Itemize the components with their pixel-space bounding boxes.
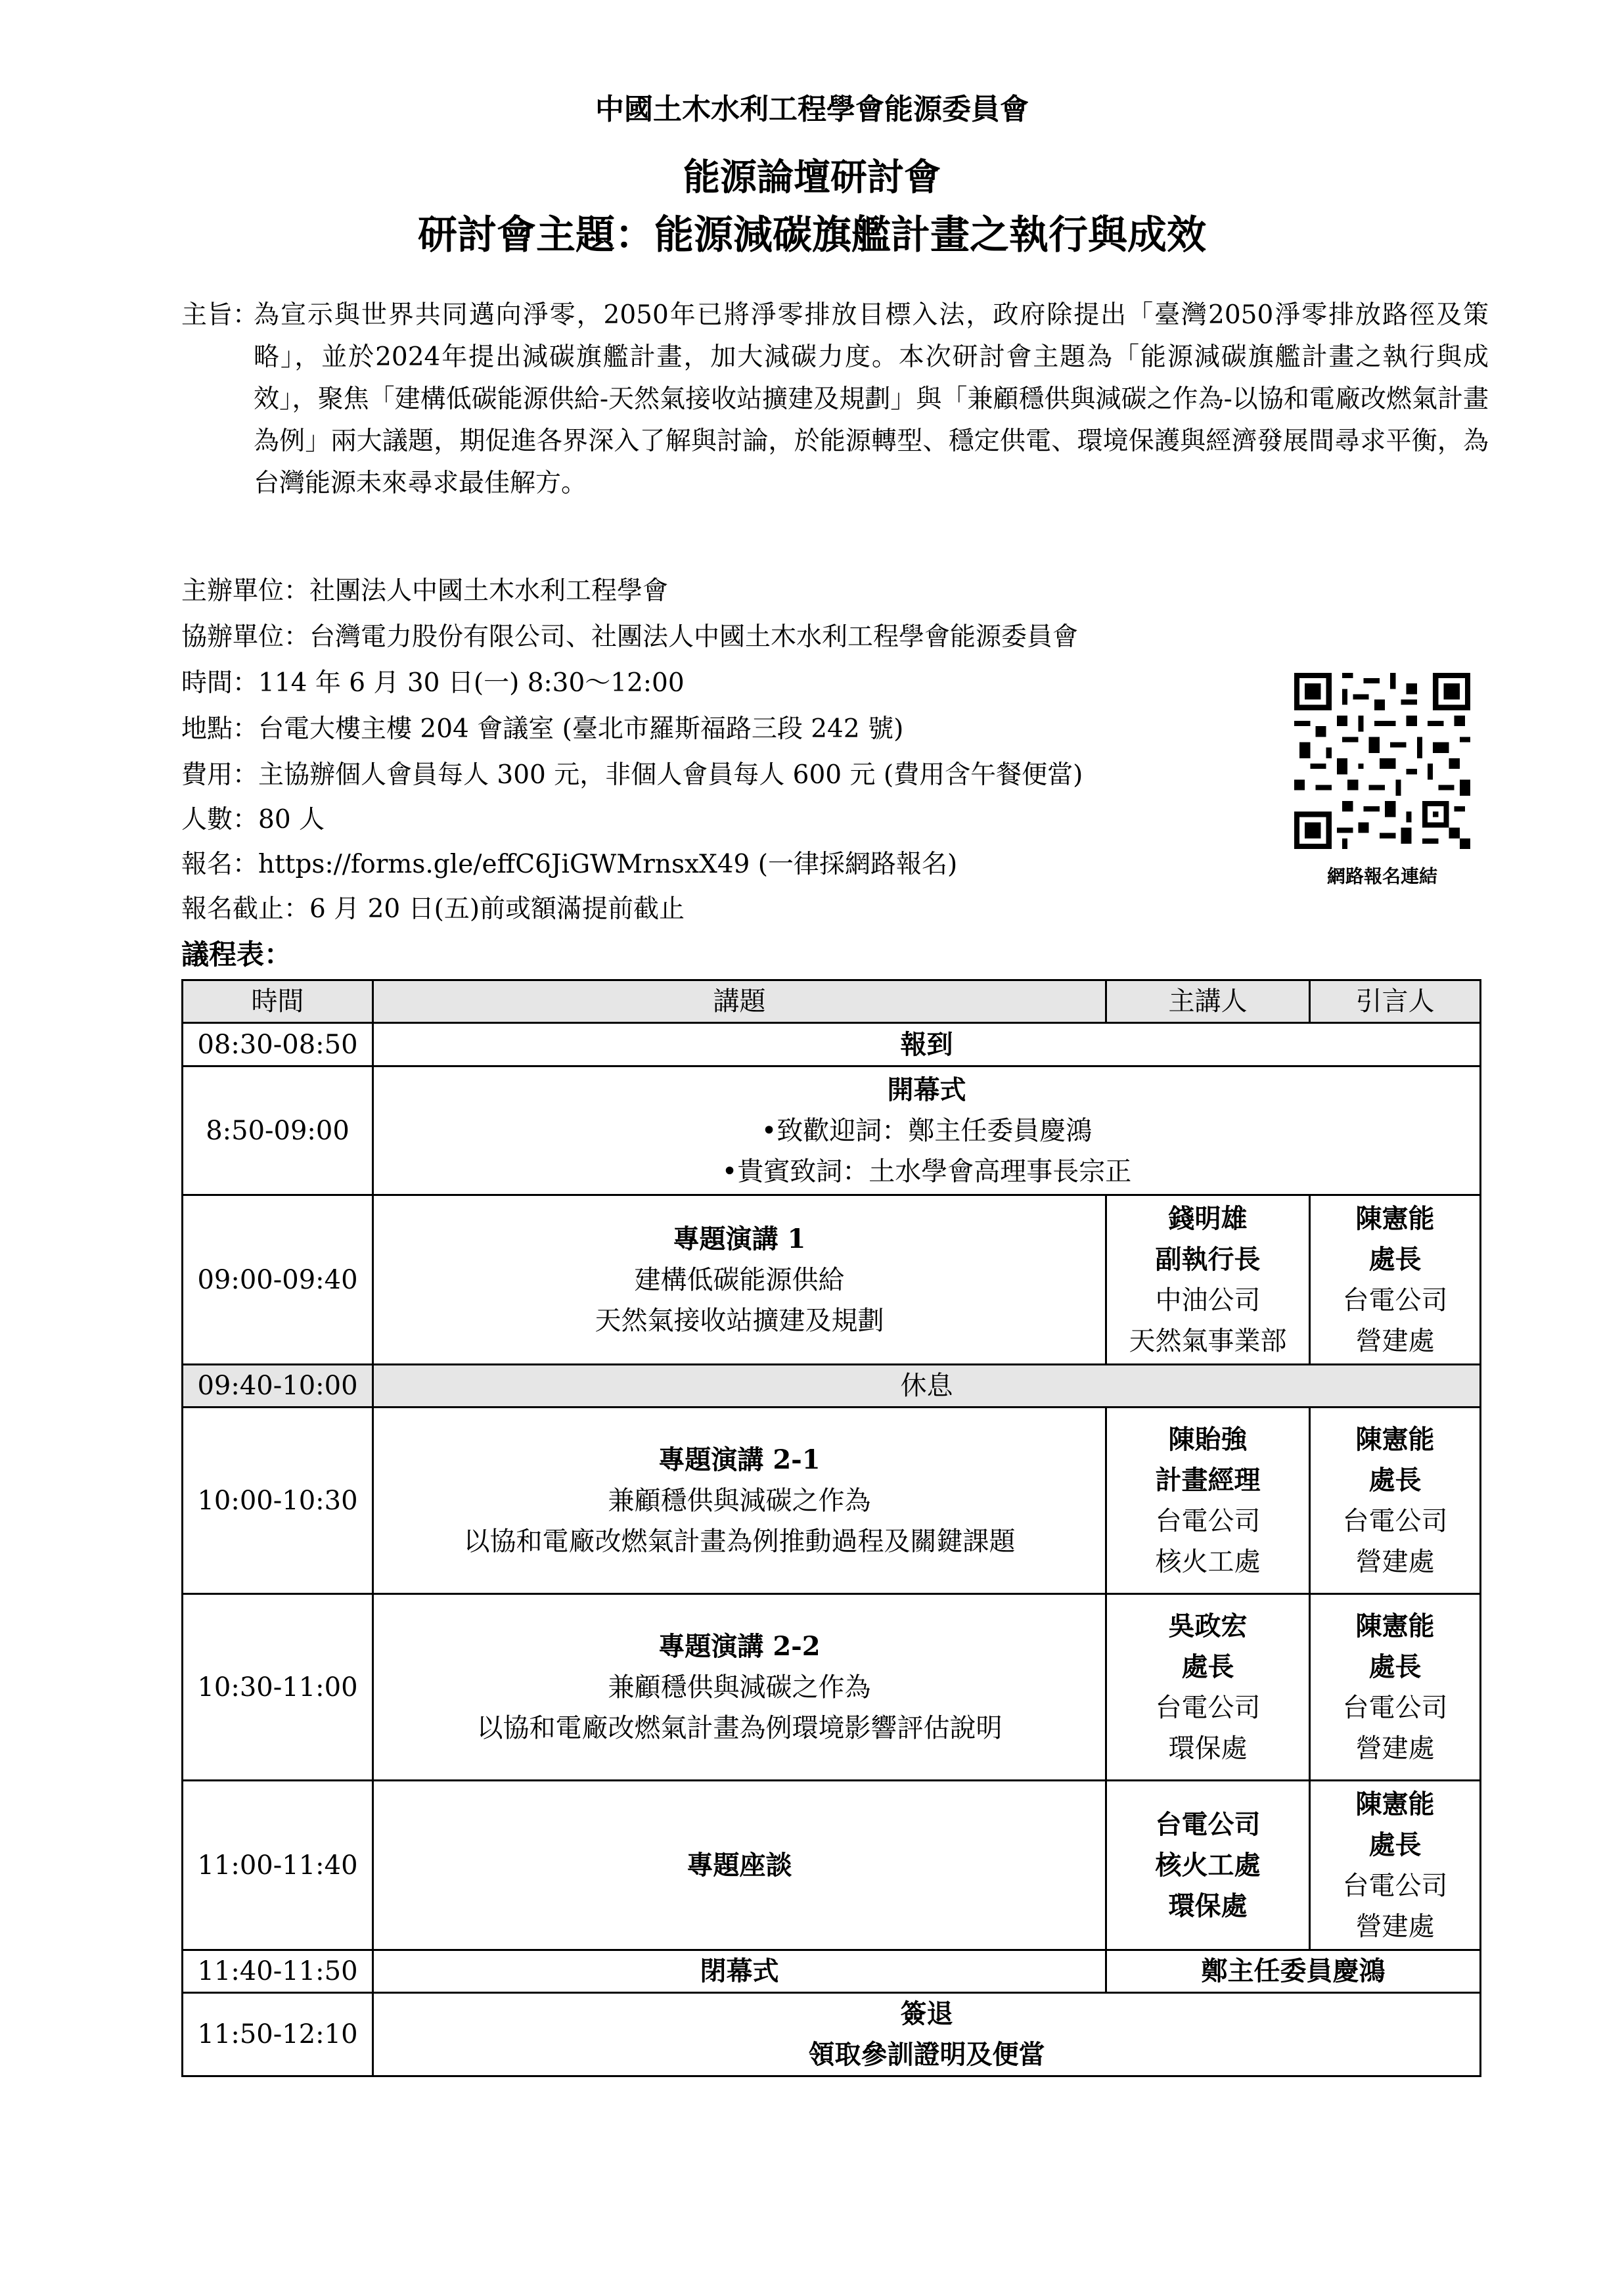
header-moderator: 引言人 (1310, 980, 1481, 1023)
topic-cell: 閉幕式 (373, 1950, 1106, 1993)
agenda-table (181, 979, 1481, 2077)
event-location: 地點：台電大樓主樓 204 會議室 (臺北市羅斯福路三段 242 號) (181, 714, 904, 744)
speaker-name: 陳貽強 (1168, 1423, 1248, 1455)
moderator-dept: 營建處 (1355, 1911, 1435, 1942)
table-row (183, 1781, 1481, 1950)
moderator-org: 台電公司 (1342, 1505, 1448, 1536)
topic-title: 開幕式 (887, 1074, 966, 1105)
time-cell: 10:30-11:00 (183, 1594, 373, 1781)
moderator-org: 台電公司 (1342, 1285, 1448, 1316)
time-cell: 11:40-11:50 (183, 1950, 373, 1993)
moderator-org: 台電公司 (1342, 1870, 1448, 1901)
moderator-name: 陳憲能 (1355, 1423, 1435, 1455)
topic-title: 專題演講 2-2 (658, 1630, 821, 1662)
speaker-org: 台電公司 (1155, 1505, 1261, 1536)
speaker-cell (1106, 1408, 1310, 1594)
agenda-label: 議程表： (181, 938, 292, 971)
speaker-line: 核火工處 (1155, 1849, 1261, 1881)
event-capacity: 人數：80 人 (181, 805, 325, 835)
table-row (183, 1950, 1481, 1993)
time-cell: 08:30-08:50 (183, 1023, 373, 1066)
organizer-committee: 中國土木水利工程學會能源委員會 (595, 93, 1029, 126)
speaker-name: 吳政宏 (1168, 1610, 1248, 1641)
time-cell: 10:00-10:30 (183, 1408, 373, 1594)
moderator-cell (1310, 1408, 1481, 1594)
topic-line: 簽退 (900, 1998, 953, 2029)
header-speaker: 主講人 (1106, 980, 1310, 1023)
topic-line: 領取參訓證明及便當 (808, 2039, 1045, 2070)
topic-cell: 報到 (373, 1023, 1481, 1066)
event-title: 能源論壇研討會 (683, 156, 941, 199)
speaker-line: 環保處 (1168, 1890, 1248, 1921)
event-time: 時間：114 年 6 月 30 日(一) 8:30～12:00 (181, 668, 685, 698)
topic-cell: 休息 (373, 1365, 1481, 1408)
event-theme: 研討會主題：能源減碳旗艦計畫之執行與成效 (418, 212, 1206, 258)
topic-cell (373, 1408, 1106, 1594)
topic-line: 天然氣接收站擴建及規劃 (595, 1305, 884, 1336)
moderator-title: 處長 (1368, 1829, 1422, 1860)
table-row (183, 1365, 1481, 1408)
registration-qr-code[interactable] (1294, 673, 1470, 849)
purpose-label: 主旨： (181, 300, 259, 330)
moderator-name: 陳憲能 (1355, 1202, 1435, 1234)
moderator-org: 台電公司 (1342, 1692, 1448, 1723)
speaker-name: 錢明雄 (1168, 1202, 1248, 1234)
topic-line: 以協和電廠改燃氣計畫為例環境影響評估說明 (476, 1712, 1003, 1743)
event-fee: 費用：主協辦個人會員每人 300 元，非個人會員每人 600 元 (費用含午餐便當) (181, 760, 1083, 790)
topic-cell (373, 1993, 1481, 2076)
topic-cell (373, 1195, 1106, 1365)
topic-title: 專題演講 1 (673, 1223, 806, 1254)
moderator-dept: 營建處 (1355, 1325, 1435, 1356)
header-topic: 講題 (373, 980, 1106, 1023)
purpose-text: 為宣示與世界共同邁向淨零，2050年已將淨零排放目標入法，政府除提出「臺灣2050淨零排放路徑及策略」，並於2024年提出減碳旗艦計畫，加大減碳力度。本次研討會主題為「能源減碳旗艦計畫之執行與成效」，聚焦「建構低碳能源供給-天然氣接收站擴建及規劃」與「兼顧穩供與減碳之作為-以協和電廠改燃氣計畫為例」兩大議題，期促進各界深入了解與討論，於能源轉型、穩定供電、環境保護與經濟發展間尋求平衡，為台灣能源未來尋求最佳解方。 (254, 300, 1489, 498)
speaker-cell (1106, 1195, 1310, 1365)
moderator-name: 陳憲能 (1355, 1610, 1435, 1641)
time-cell: 09:40-10:00 (183, 1365, 373, 1408)
speaker-cell: 鄭主任委員慶鴻 (1106, 1950, 1481, 1993)
speaker-dept: 天然氣事業部 (1129, 1325, 1287, 1356)
moderator-title: 處長 (1368, 1651, 1422, 1682)
time-cell: 11:50-12:10 (183, 1993, 373, 2076)
speaker-cell (1106, 1594, 1310, 1781)
table-row (183, 1066, 1481, 1195)
moderator-cell (1310, 1781, 1481, 1950)
topic-line: 兼顧穩供與減碳之作為 (608, 1485, 871, 1516)
moderator-dept: 營建處 (1355, 1733, 1435, 1764)
time-cell: 09:00-09:40 (183, 1195, 373, 1365)
speaker-dept: 環保處 (1168, 1733, 1248, 1764)
table-row (183, 1408, 1481, 1594)
speaker-title: 計畫經理 (1155, 1464, 1261, 1496)
speaker-title: 處長 (1181, 1651, 1234, 1682)
agenda-header-row (183, 980, 1481, 1023)
topic-line: 兼顧穩供與減碳之作為 (608, 1672, 871, 1703)
topic-title: 專題演講 2-1 (658, 1444, 821, 1475)
table-row (183, 1594, 1481, 1781)
topic-line: •致歡迎詞：鄭主任委員慶鴻 (761, 1115, 1093, 1146)
registration-link[interactable]: 報名：https://forms.gle/effC6JiGWMrnsxX49 (一律採網路報名) (181, 850, 958, 879)
table-row (183, 1993, 1481, 2076)
table-row (183, 1195, 1481, 1365)
purpose-section (181, 294, 1489, 505)
moderator-cell (1310, 1594, 1481, 1781)
time-cell: 11:00-11:40 (183, 1781, 373, 1950)
speaker-org: 中油公司 (1155, 1285, 1261, 1316)
topic-line: 建構低碳能源供給 (634, 1264, 845, 1295)
table-row (183, 1023, 1481, 1066)
registration-deadline: 報名截止：6 月 20 日(五)前或額滿提前截止 (181, 894, 685, 924)
co-host-unit: 協辦單位：台灣電力股份有限公司、社團法人中國土木水利工程學會能源委員會 (181, 622, 1079, 652)
header-time: 時間 (183, 980, 373, 1023)
topic-cell (373, 1594, 1106, 1781)
topic-cell: 專題座談 (373, 1781, 1106, 1950)
topic-line: •貴賓致詞：土水學會高理事長宗正 (721, 1156, 1132, 1187)
speaker-org: 台電公司 (1155, 1692, 1261, 1723)
moderator-dept: 營建處 (1355, 1546, 1435, 1577)
moderator-name: 陳憲能 (1355, 1788, 1435, 1820)
time-cell: 8:50-09:00 (183, 1066, 373, 1195)
speaker-title: 副執行長 (1155, 1243, 1261, 1275)
moderator-title: 處長 (1368, 1243, 1422, 1275)
speaker-cell (1106, 1781, 1310, 1950)
speaker-line: 台電公司 (1155, 1808, 1261, 1840)
topic-cell (373, 1066, 1481, 1195)
speaker-dept: 核火工處 (1155, 1546, 1261, 1577)
moderator-title: 處長 (1368, 1464, 1422, 1496)
host-unit: 主辦單位：社團法人中國土木水利工程學會 (181, 576, 669, 606)
moderator-cell (1310, 1195, 1481, 1365)
qr-caption: 網路報名連結 (1326, 865, 1437, 887)
topic-line: 以協和電廠改燃氣計畫為例推動過程及關鍵課題 (463, 1526, 1016, 1557)
